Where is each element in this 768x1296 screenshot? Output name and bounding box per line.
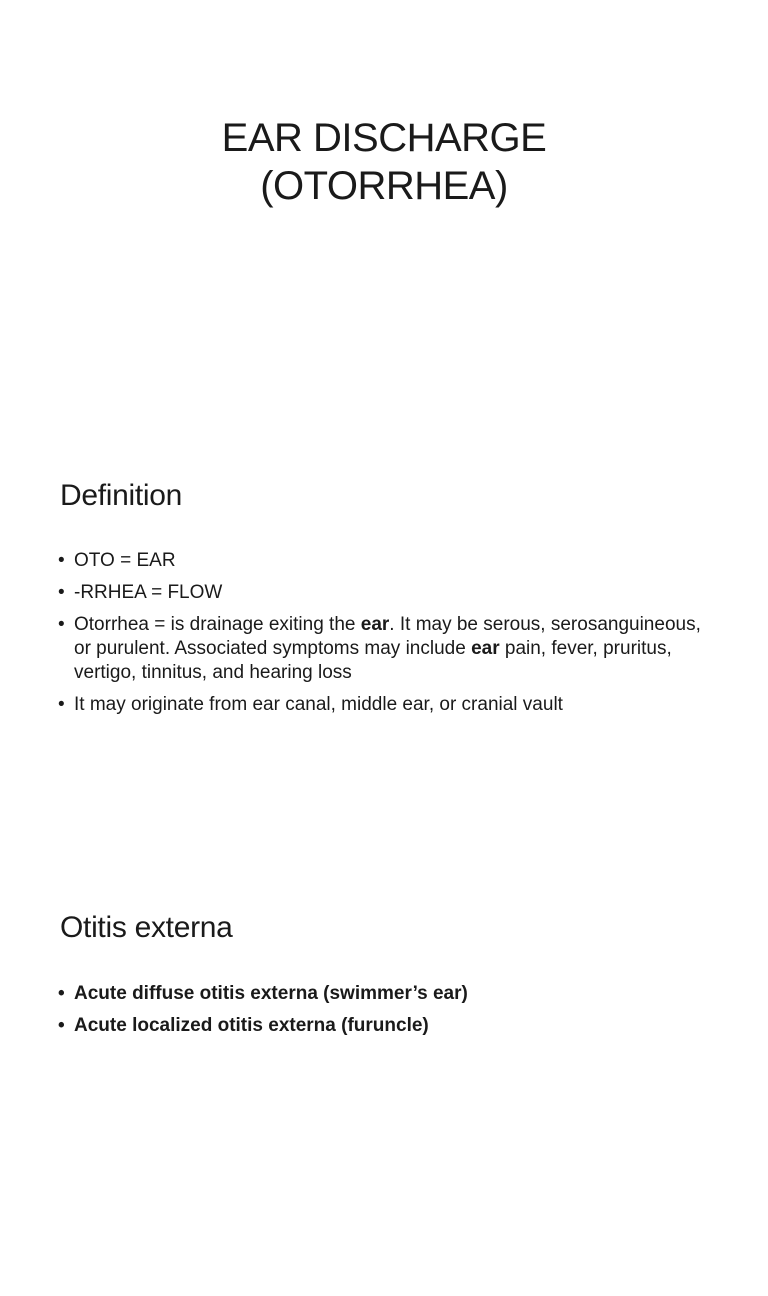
bullet-item	[58, 613, 708, 685]
slide-definition	[0, 432, 768, 864]
bullet-text: pain, fever, pruritus, vertigo, tinnitus, and hearing loss	[74, 638, 672, 683]
slide-title-text	[0, 114, 768, 210]
bullet-list	[58, 549, 708, 725]
bold-term: ear	[471, 638, 500, 659]
slide-heading: Otitis externa	[60, 911, 233, 944]
bullet-text: Otorrhea = is drainage exiting the	[74, 614, 361, 635]
bullet-text: . It may be serous, serosanguineous, or purulent. Associated symptoms may include	[74, 614, 701, 659]
bullet-item: • It may originate from ear canal, middle ear, or cranial vault	[58, 693, 708, 717]
bullet-item: • Acute localized otitis externa (furuncle)	[58, 1014, 708, 1038]
title-line-1: EAR DISCHARGE	[221, 116, 547, 160]
bullet-item: • -RRHEA = FLOW	[58, 581, 708, 605]
slide-title	[0, 0, 768, 432]
title-line-2: (OTORRHEA)	[260, 164, 508, 208]
slide-heading: Definition	[60, 479, 183, 512]
bullet-item: • Acute diffuse otitis externa (swimmer’s ear)	[58, 982, 708, 1006]
bold-term: ear	[360, 614, 390, 635]
bullet-list	[58, 982, 708, 1046]
slide-otitis-externa	[0, 864, 768, 1296]
bullet-item: • OTO = EAR	[58, 549, 708, 573]
